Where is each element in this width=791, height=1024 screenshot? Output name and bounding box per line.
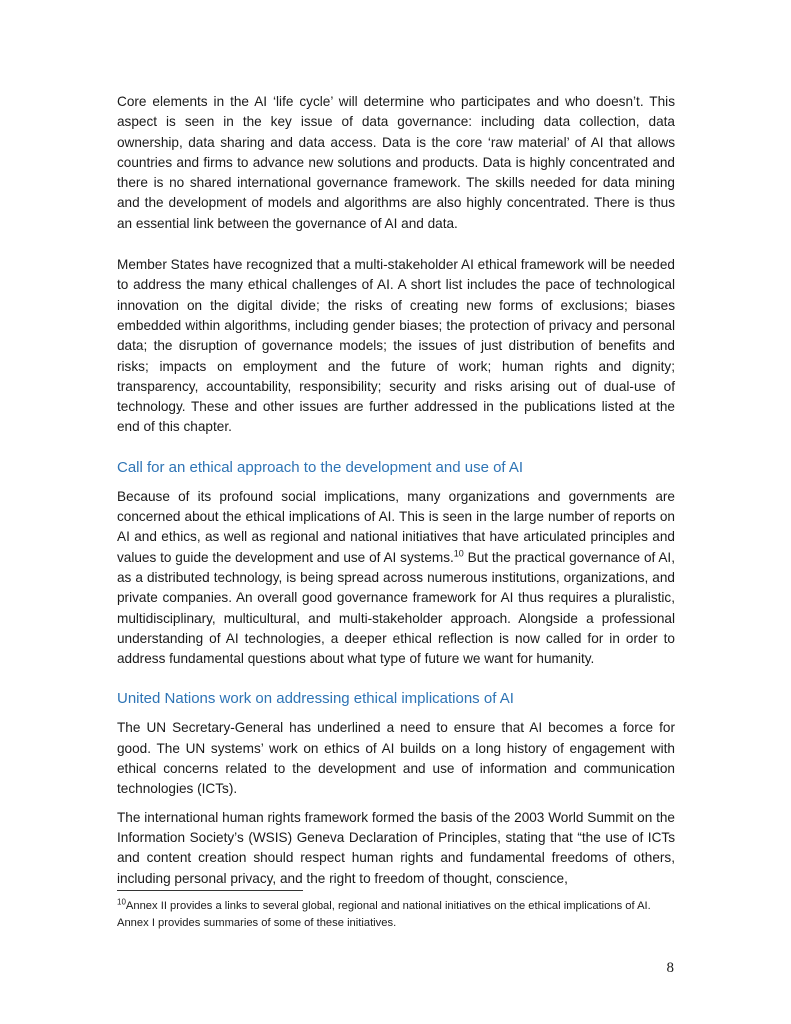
footnote bbox=[117, 898, 675, 932]
paragraph-un-secretary-general: The UN Secretary-General has underlined a need to ensure that AI becomes a force for good. The UN systems’ work on ethics of AI builds on a long history of engagement with ethical concerns related to the development and use of information and communication technologies (ICTs). bbox=[117, 720, 675, 797]
paragraph-ethical-challenges: Member States have recognized that a multi-stakeholder AI ethical framework will be needed to address the many ethical challenges of AI. A short list includes the pace of technological innovation on the digital divide; the risks of creating new forms of exclusions; biases embedded within algorithms, including gender biases; the protection of privacy and personal data; the disruption of governance models; the issues of just distribution of benefits and risks; impacts on employment and the future of work; human rights and dignity; transparency, accountability, responsibility; security and risks arising out of dual-use of technology. These and other issues are further addressed in the publications listed at the end of this chapter. bbox=[117, 257, 675, 435]
footnote-marker: 10 bbox=[117, 897, 126, 907]
page-number: 8 bbox=[666, 960, 674, 976]
heading-un-work: United Nations work on addressing ethical implications of AI bbox=[117, 690, 514, 708]
heading-ethical-approach: Call for an ethical approach to the development and use of AI bbox=[117, 458, 524, 476]
paragraph-ethical-approach-text-1: Because of its profound social implications, many organizations and governments are concerned about the ethical implications of AI. This is seen in the large number of reports on AI and ethics, as well as regional and national initiatives that have articulated principles and values to guide the development and use of AI systems. bbox=[117, 488, 675, 565]
footnote-text: Annex II provides a links to several global, regional and national initiatives on the ethical implications of AI. Annex I provides summaries of some of these initiatives. bbox=[117, 900, 651, 929]
paragraph-data-governance: Core elements in the AI ‘life cycle’ will determine who participates and who doesn’t. This aspect is seen in the key issue of data governance: including data collection, data ownership, data sharing and data access. Data is the core ‘raw material’ of AI that allows countries and firms to advance new solutions and products. Data is highly concentrated and there is no shared international governance framework. The skills needed for data mining and the development of models and algorithms are also highly concentrated. There is thus an essential link between the governance of AI and data. bbox=[117, 94, 675, 231]
paragraph-ethical-approach bbox=[117, 487, 675, 670]
paragraph-spacer bbox=[117, 234, 675, 255]
heading-spacer bbox=[117, 478, 675, 487]
paragraph-ethical-approach-text-2: But the practical governance of AI, as a distributed technology, is being spread across numerous institutions, organizations, and private companies. An overall good governance framework for AI thus requires a pluralistic, multidisciplinary, multicultural, and multi-stakeholder approach. Alongside a professional understanding of AI technologies, a deeper ethical reflection is now called for in order to address fundamental questions about what type of future we want for humanity. bbox=[117, 549, 675, 667]
section-spacer bbox=[117, 669, 675, 689]
paragraph-spacer bbox=[117, 800, 675, 808]
section-spacer bbox=[117, 438, 675, 458]
footnote-reference: 10 bbox=[453, 548, 464, 559]
paragraph-wsis-declaration: The international human rights framework formed the basis of the 2003 World Summit on the Information Society’s (WSIS) Geneva Declaration of Principles, stating that “the use of ICTs and content creation should respect human rights and fundamental freedoms of others, including personal privacy, and the right to freedom of thought, conscience, bbox=[117, 809, 675, 886]
heading-spacer bbox=[117, 709, 675, 718]
document-body bbox=[117, 92, 675, 889]
footnote-divider bbox=[117, 890, 303, 891]
